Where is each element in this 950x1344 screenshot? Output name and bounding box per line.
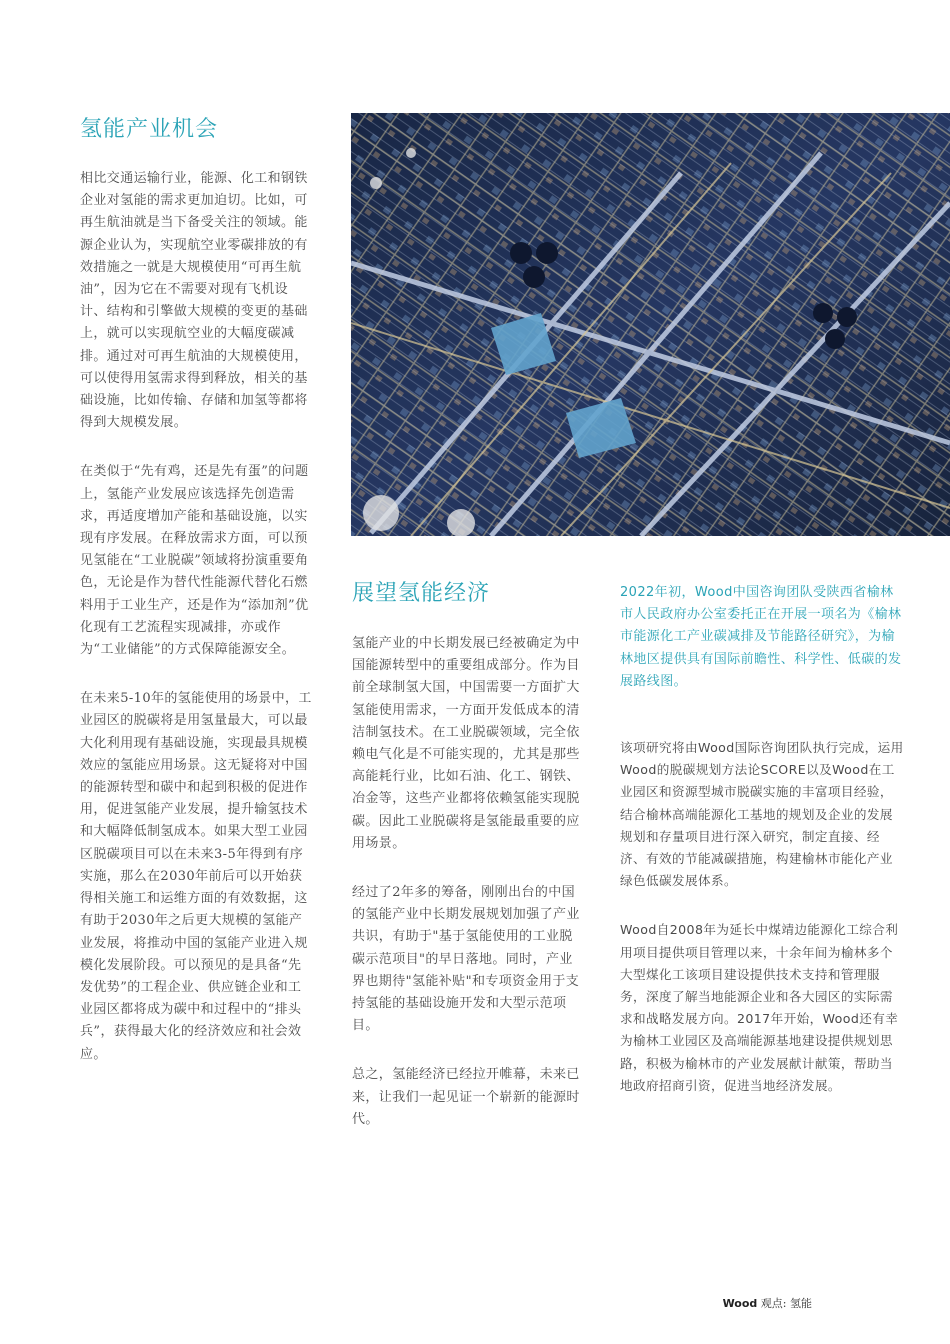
column-left [80,112,312,1093]
paragraph: 在未来5-10年的氢能使用的场景中，工业园区的脱碳将是用氢量最大，可以最大化利用现有基础设施，实现最具规模效应的氢能应用场景。这无疑将对中国的能源转型和碳中和起到积极的促进作用，促进氢能产业发展，提升输氢技术和大幅降低制氢成本。如果大型工业园区脱碳项目可以在未来3-5年得到有序实施，那么在2030年前后可以开始获得相关施工和运维方面的有效数据，这有助于2030年之后更大规模的氢能产业发展，将推动中国的氢能产业进入规模化发展阶段。可以预见的是具备“先发优势”的工程企业、供应链企业和工业园区都将成为碳中和过程中的“排头兵”，获得最大化的经济效应和社会效应。 [80,691,312,1062]
paragraph: 氢能产业的中长期发展已经被确定为中国能源转型中的重要组成部分。作为目前全球制氢大国，中国需要一方面扩大氢能使用需求，一方面开发低成本的清洁制氢技术。在工业脱碳领域，完全依赖电气化是不可能实现的，尤其是那些高能耗行业，比如石油、化工、钢铁、冶金等，这些产业都将依赖氢能实现脱碳。因此工业脱碳将是氢能最重要的应用场景。 [352,636,580,851]
section-title-hydrogen-opportunity: 氢能产业机会 [80,117,219,142]
paragraph: 相比交通运输行业，能源、化工和钢铁企业对氢能的需求更加迫切。比如，可再生航油就是当下备受关注的领域。能源企业认为，实现航空业零碳排放的有效措施之一就是大规模使用“可再生航油”，因为它在不需要对现有飞机设计、结构和引擎做大规模的变更的基础上，就可以实现航空业的大幅度碳减排。通过对可再生航油的大规模使用，可以使得用氢需求得到释放，相关的基础设施，比如传输、存储和加氢等都将得到大规模发展。 [80,171,308,431]
column-middle [352,576,584,1158]
page-footer [723,1295,812,1311]
column-right [620,582,905,1124]
paragraph: Wood自2008年为延长中煤靖边能源化工综合利用项目提供项目管理以来，十余年间为榆林多个大型煤化工该项目建设提供技术支持和管理服务，深度了解当地能源企业和各大园区的实际需求和战略发展方向。2017年开始，Wood还有幸为榆林工业园区及高端能源基地建设提供规划思路，积极为榆林市的产业发展献计献策，帮助当地政府招商引资，促进当地经济发展。 [620,922,899,1093]
industrial-plant-aerial-photo [351,113,950,536]
section-title-hydrogen-economy: 展望氢能经济 [352,581,491,606]
paragraph: 该项研究将由Wood国际咨询团队执行完成，运用Wood的脱碳规划方法论SCORE以及Wood在工业园区和资源型城市脱碳实施的丰富项目经验，结合榆林高端能源化工基地的规划及企业的发展规划和存量项目进行深入研究，制定直接、经济、有效的节能减碳措施，构建榆林市能化产业绿色低碳发展体系。 [620,740,904,889]
pull-quote: 2022年初，Wood中国咨询团队受陕西省榆林市人民政府办公室委托正在开展一项名为《榆林市能源化工产业碳减排及节能路径研究》，为榆林地区提供具有国际前瞻性、科学性、低碳的发展路线图。 [620,585,902,689]
paragraph: 在类似于“先有鸡，还是先有蛋”的问题上，氢能产业发展应该选择先创造需求，再适度增加产能和基础设施，以实现有序发展。在释放需求方面，可以预见氢能在“工业脱碳”领域将扮演重要角色，无论是作为替代性能源代替化石燃料用于工业生产，还是作为“添加剂”优化现有工艺流程实现减排，亦或作为“工业储能”的方式保障能源安全。 [80,464,309,658]
footer-brand: Wood [722,1297,758,1310]
paragraph: 总之，氢能经济已经拉开帷幕，未来已来，让我们一起见证一个崭新的能源时代。 [352,1067,580,1127]
paragraph: 经过了2年多的筹备，刚刚出台的中国的氢能产业中长期发展规划加强了产业共识，有助于"基于氢能使用的工业脱碳示范项目"的早日落地。同时，产业界也期待"氢能补贴"和专项资金用于支持氢能的基础设施开发和大型示范项目。 [352,885,580,1034]
footer-label: 观点: 氢能 [760,1297,812,1310]
